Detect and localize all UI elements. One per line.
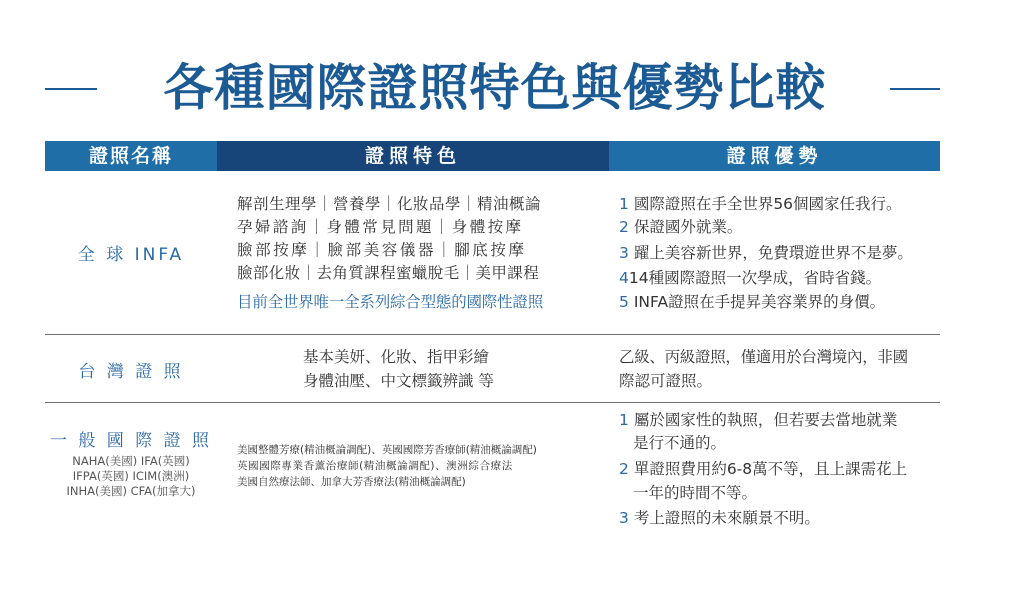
row-general-advantage-1-cont	[633, 432, 726, 455]
advantage-text: 躍上美容新世界，免費環遊世界不是夢。	[633, 244, 913, 262]
advantage-number: 5	[619, 293, 629, 311]
header-cert-name: 證照名稱	[45, 141, 217, 171]
row-general-advantage-2	[619, 458, 907, 481]
row-divider	[45, 402, 940, 403]
row-infa-advantage-5	[619, 291, 885, 314]
title-divider-right	[890, 88, 940, 90]
row-taiwan-name: 台 灣 證 照	[78, 362, 184, 382]
row-general-cert-list-2: IFPA(英國) ICIM(澳洲)	[72, 469, 190, 483]
row-general-advantage-1	[619, 409, 897, 432]
advantage-text: 考上證照的未來願景不明。	[633, 509, 820, 527]
row-infa-feature-highlight: 目前全世界唯一全系列綜合型態的國際性證照	[237, 293, 544, 311]
title-divider-left	[45, 88, 97, 90]
row-taiwan-feature-1: 基本美妍、化妝、指甲彩繪	[303, 348, 490, 366]
row-infa-feature-3: 臉部按摩｜臉部美容儀器｜腳底按摩	[237, 241, 527, 259]
row-infa-feature-1: 解剖生理學｜營養學｜化妝品學｜精油概論	[237, 195, 542, 213]
title-row	[0, 52, 1035, 122]
advantage-text: 國際證照在手全世界56個國家任我行。	[633, 195, 902, 213]
advantage-number: 1	[619, 195, 629, 213]
row-general-name: 一 般 國 際 證 照	[49, 431, 213, 451]
advantage-text: INFA證照在手提昇美容業界的身價。	[633, 293, 886, 311]
advantage-text: 14種國際證照一次學成，省時省錢。	[628, 269, 882, 287]
row-general-feature-1: 美國整體芳療(精油概論調配)、英國國際芳香療師(精油概論調配)	[237, 444, 537, 456]
header-cert-advantages: 證照優勢	[609, 141, 940, 171]
row-infa-advantage-2	[619, 216, 742, 239]
advantage-text: 一年的時間不等。	[633, 484, 758, 502]
advantage-number: 4	[619, 269, 629, 287]
row-infa-advantage-1	[619, 193, 902, 216]
row-infa-feature-4: 臉部化妝｜去角質課程蜜蠟脫毛｜美甲課程	[237, 264, 540, 282]
advantage-text: 單證照費用約6-8萬不等，且上課需花上	[633, 460, 908, 478]
page-title: 各種國際證照特色與優勢比較	[163, 58, 827, 117]
row-infa-name: 全 球 INFA	[77, 245, 185, 265]
row-general-cert-list-1: NAHA(美國) IFA(英國)	[72, 454, 190, 468]
advantage-number: 3	[619, 509, 629, 527]
advantage-number: 2	[619, 460, 629, 478]
row-taiwan-advantage-2: 際認可證照。	[619, 372, 713, 390]
advantage-text: 屬於國家性的執照，但若要去當地就業	[633, 411, 898, 429]
row-divider	[45, 334, 940, 335]
row-infa-feature-2: 孕婦諮詢｜身體常見問題｜身體按摩	[237, 218, 524, 236]
row-general-cert-list-3: INHA(美國) CFA(加拿大)	[66, 484, 196, 498]
row-taiwan-feature-2: 身體油壓、中文標籤辨識 等	[303, 372, 494, 390]
row-general-feature-3: 美國自然療法師、加拿大芳香療法(精油概論調配)	[237, 476, 466, 488]
advantage-text: 保證國外就業。	[633, 218, 743, 236]
row-general-feature-2: 英國國際專業香薰治療師(精油概論調配)、澳洲綜合療法	[237, 460, 513, 472]
advantage-number: 2	[619, 218, 629, 236]
row-infa-advantage-3	[619, 242, 913, 265]
advantage-number: 3	[619, 244, 629, 262]
row-general-advantage-3	[619, 507, 820, 530]
header-cert-features: 證照特色	[217, 141, 609, 171]
row-general-advantage-2-cont	[633, 482, 757, 505]
row-infa-advantage-4	[619, 267, 881, 290]
advantage-text: 是行不通的。	[633, 434, 727, 452]
advantage-number: 1	[619, 411, 629, 429]
row-taiwan-advantage-1: 乙級、丙級證照，僅適用於台灣境內，非國	[619, 348, 908, 366]
